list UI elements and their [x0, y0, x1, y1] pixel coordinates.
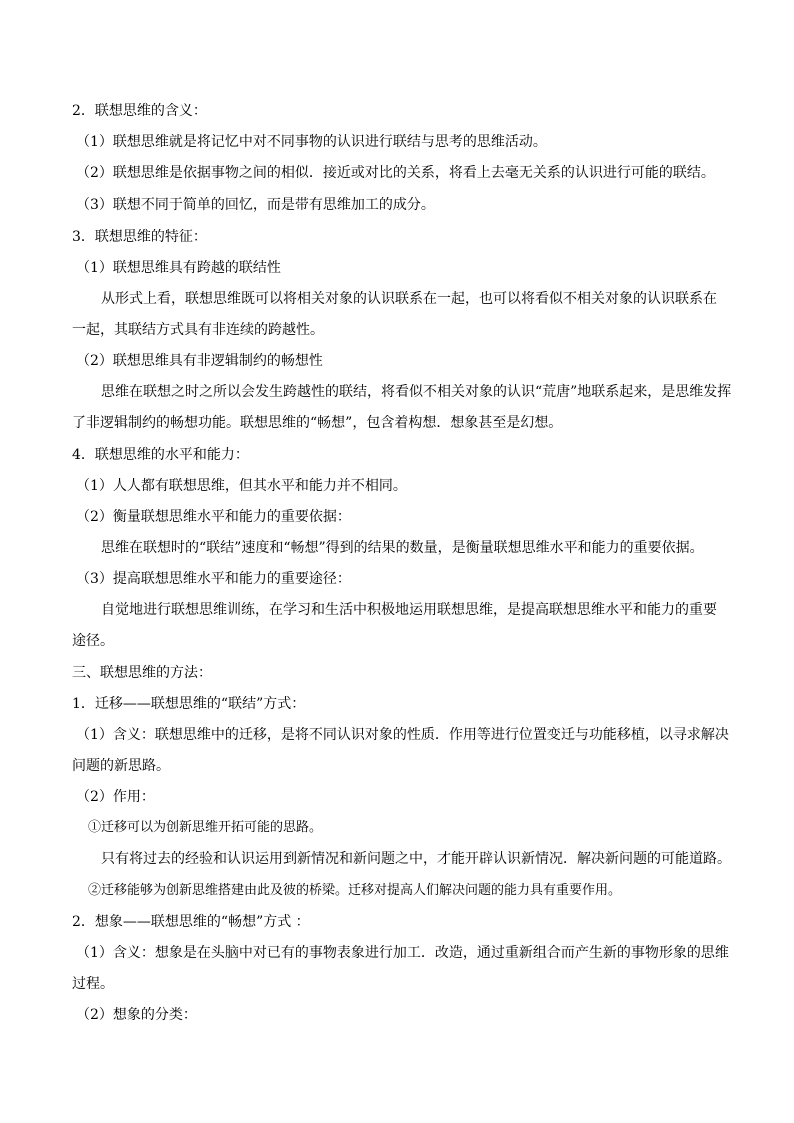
paragraph: 自觉地进行联想思维训练，在学习和生活中积极地运用联想思维，是提高联想思维水平和能力的重要 — [101, 602, 717, 618]
paragraph: （2）想象的分类： — [76, 1007, 197, 1023]
paragraph: 问题的新思路。 — [72, 758, 170, 774]
paragraph: （1）联想思维具有跨越的联结性 — [76, 260, 281, 276]
paragraph: （1）含义：联想思维中的迁移，是将不同认识对象的性质．作用等进行位置变迁与功能移植，以寻求解决 — [76, 727, 729, 743]
paragraph: （1）联想思维就是将记忆中对不同事物的认识进行联结与思考的思维活动。 — [76, 134, 547, 150]
paragraph: 途径。 — [72, 633, 114, 649]
paragraph: 思维在联想之时之所以会发生跨越性的联结，将看似不相关对象的认识“荒唐”地联系起来，是思维发挥 — [101, 384, 732, 400]
paragraph: （2）联想思维具有非逻辑制约的畅想性 — [76, 353, 323, 369]
heading-transfer: 1．迁移——联想思维的“联结”方式： — [72, 696, 306, 712]
heading-level: 4．联想思维的水平和能力： — [72, 447, 249, 463]
paragraph: （3）提高联想思维水平和能力的重要途径： — [76, 571, 351, 587]
paragraph: ①迁移可以为创新思维开拓可能的思路。 — [88, 820, 323, 835]
paragraph: 从形式上看，联想思维既可以将相关对象的认识联系在一起，也可以将看似不相关对象的认识联系在 — [101, 291, 717, 307]
paragraph: （2）作用： — [76, 789, 155, 805]
heading-meaning: 2．联想思维的含义： — [72, 103, 207, 119]
paragraph: ②迁移能够为创新思维搭建由此及彼的桥梁。迁移对提高人们解决问题的能力具有重要作用。 — [88, 883, 622, 898]
heading-imagination: 2．想象——联想思维的“畅想”方式 ： — [72, 914, 310, 930]
paragraph: 了非逻辑制约的畅想功能。联想思维的“畅想”，包含着构想．想象甚至是幻想。 — [72, 415, 563, 431]
paragraph: （1）含义：想象是在头脑中对已有的事物表象进行加工．改造，通过重新组合而产生新的事物形象的思维 — [76, 945, 729, 961]
paragraph: （2）衡量联想思维水平和能力的重要依据： — [76, 509, 351, 525]
paragraph: （2）联想思维是依据事物之间的相似．接近或对比的关系，将看上去毫无关系的认识进行可能的联结。 — [76, 165, 715, 181]
heading-features: 3．联想思维的特征： — [72, 229, 207, 245]
paragraph: 思维在联想时的“联结”速度和“畅想”得到的结果的数量，是衡量联想思维水平和能力的重要依据。 — [101, 540, 704, 556]
heading-methods: 三、联想思维的方法： — [72, 665, 212, 681]
paragraph: 过程。 — [72, 976, 114, 992]
paragraph: 一起，其联结方式具有非连续的跨越性。 — [72, 322, 324, 338]
paragraph: （1）人人都有联想思维，但其水平和能力并不相同。 — [76, 478, 407, 494]
paragraph: （3）联想不同于简单的回忆，而是带有思维加工的成分。 — [76, 197, 435, 213]
paragraph: 只有将过去的经验和认识运用到新情况和新问题之中，才能开辟认识新情况．解决新问题的可能道路。 — [101, 851, 731, 867]
